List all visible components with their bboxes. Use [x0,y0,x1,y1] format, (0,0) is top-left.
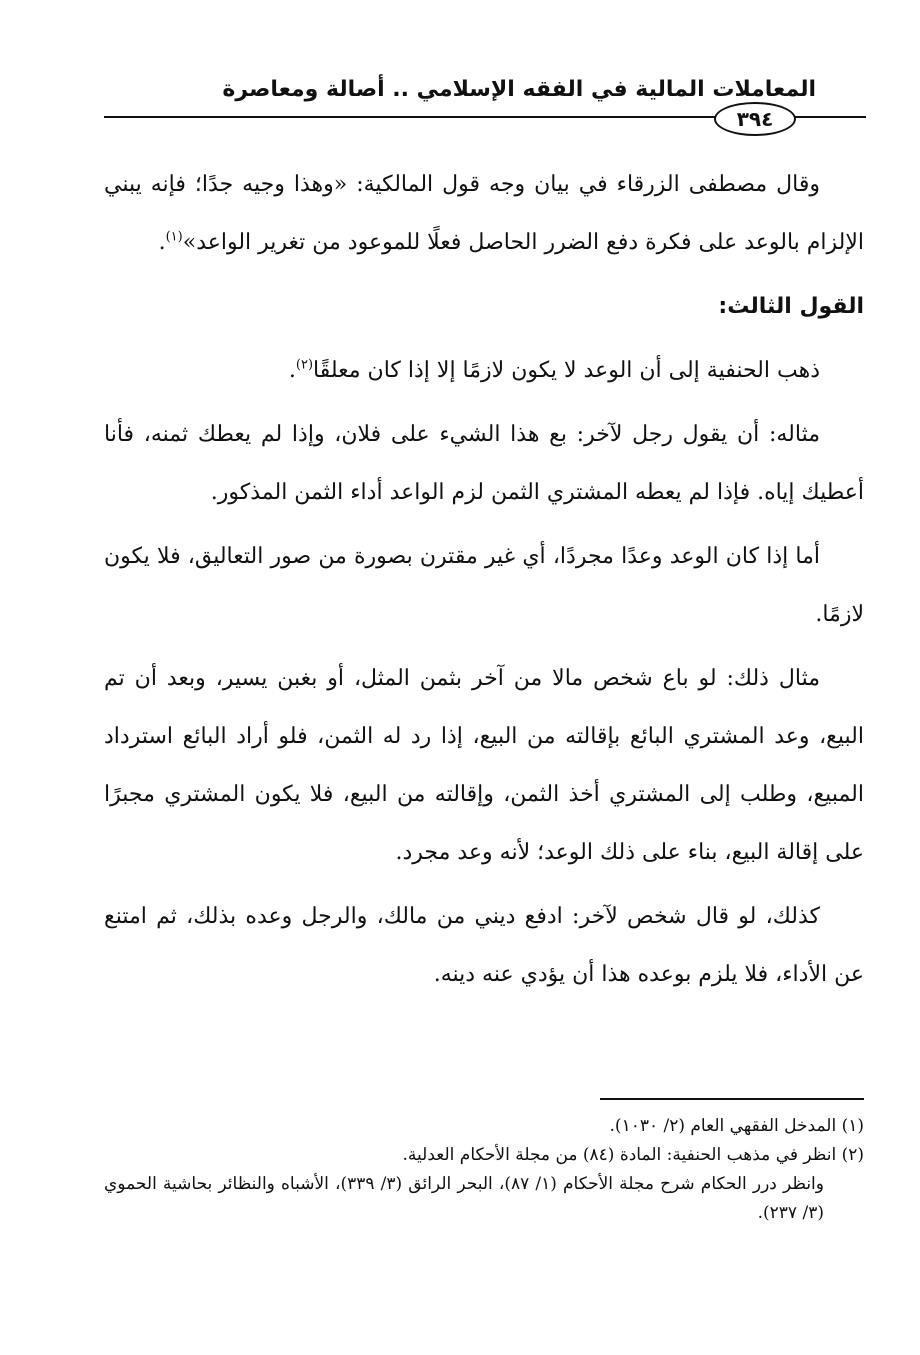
footnote-rule [600,1098,864,1100]
paragraph-end: . [158,230,166,255]
footnote-1: (١) المدخل الفقهي العام (٢/ ١٠٣٠). [609,1116,864,1136]
running-header-title: المعاملات المالية في الفقه الإسلامي .. أصالة ومعاصرة [222,77,816,102]
paragraph-zarqa-quote [104,156,864,272]
paragraph-hanafi-view [104,342,864,400]
paragraph-end: . [288,358,296,383]
footnote-2-continued: وانظر درر الحكام شرح مجلة الأحكام (١/ ٨٧)، البحر الرائق (٣/ ٣٣٩)، الأشباه والنظائر بحاشية الحموي (٣/ ٢٣٧). [104,1174,824,1223]
paragraph-example-3: كذلك، لو قال شخص لآخر: ادفع ديني من مالك، والرجل وعده بذلك، ثم امتنع عن الأداء، فلا يلزم بوعده هذا أن يؤدي عنه دينه. [104,904,864,987]
footnotes [104,1112,864,1228]
paragraph-example-1: مثاله: أن يقول رجل لآخر: بع هذا الشيء على فلان، وإذا لم يعطك ثمنه، فأنا أعطيك إياه. فإذا لم يعطه المشتري الثمن لزم الواعد أداء الثمن المذكور. [104,422,864,505]
page-number-badge: ٣٩٤ [714,102,796,136]
section-heading-third-opinion: القول الثالث: [718,294,864,319]
footnote-ref-2: (٢) [295,357,314,373]
main-text [104,156,864,1010]
paragraph-bare-promise: أما إذا كان الوعد وعدًا مجردًا، أي غير مقترن بصورة من صور التعاليق، فلا يكون لازمًا. [104,544,864,627]
paragraph-example-2: مثال ذلك: لو باع شخص مالا من آخر بثمن المثل، أو بغبن يسير، وبعد أن تم البيع، وعد المشتري البائع بإقالته من البيع، إذا رد له الثمن، فلو أراد البائع استرداد المبيع، وطلب إلى المشتري أخذ الثمن، وإقالته من البيع، فلا يكون المشتري مجبرًا على إقالة البيع، بناء على ذلك الوعد؛ لأنه وعد مجرد. [104,666,864,865]
footnote-2: (٢) انظر في مذهب الحنفية: المادة (٨٤) من مجلة الأحكام العدلية. [402,1145,864,1165]
footnote-ref-1: (١) [165,229,183,245]
paragraph-text: وقال مصطفى الزرقاء في بيان وجه قول المالكية: «وهذا وجيه جدًا؛ فإنه يبني الإلزام بالوعد على فكرة دفع الضرر الحاصل فعلًا للموعود من تغرير الواعد» [104,172,864,255]
paragraph-text: ذهب الحنفية إلى أن الوعد لا يكون لازمًا إلا إذا كان معلقًا [313,358,820,383]
